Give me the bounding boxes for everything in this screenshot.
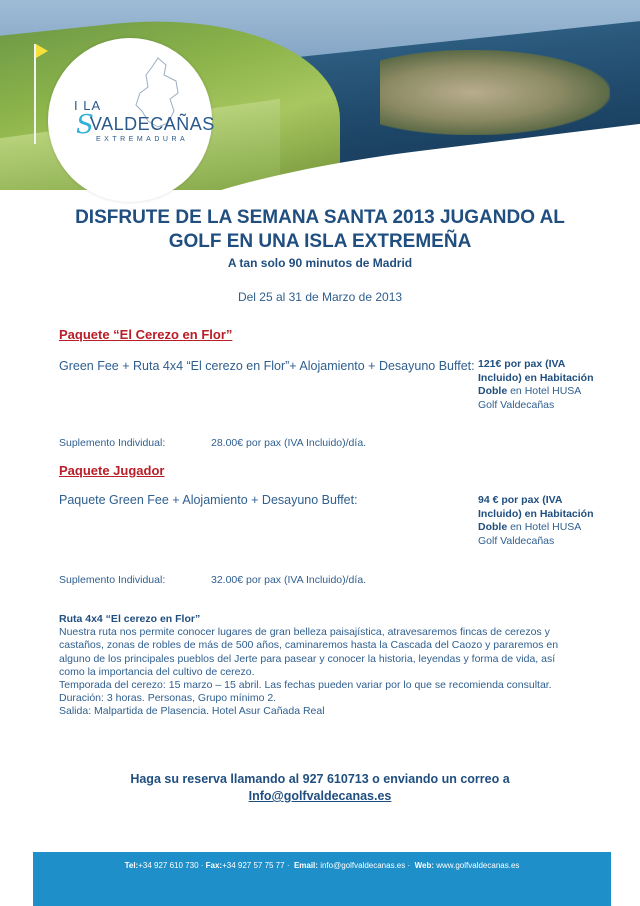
footer-contact: Tel:+34 927 610 730 · Fax:+34 927 57 75 77 · Email: info@golfvaldecanas.es · Web: www.golfvaldecanas.es xyxy=(124,861,520,870)
logo-isla-text: I LA xyxy=(74,98,102,113)
package-price-cerezo xyxy=(478,358,598,412)
reserve-text: Haga su reserva llamando al 927 610713 o enviando un correo a xyxy=(130,772,510,786)
golf-flag-icon xyxy=(36,44,48,58)
logo-subtitle: EXTREMADURA xyxy=(96,136,189,143)
ruta-duration: Duración: 3 horas. Personas, Grupo mínimo 2. xyxy=(59,692,277,705)
ruta-title: Ruta 4x4 “El cerezo en Flor” xyxy=(59,613,201,625)
supplement-label: Suplemento Individual: xyxy=(59,574,166,586)
fax-label: Fax: xyxy=(205,861,223,870)
footer-bar xyxy=(33,852,611,906)
logo-main-text: VALDECAÑAS xyxy=(90,114,215,134)
email-label: Email: xyxy=(293,861,318,870)
logo-s-mark: S xyxy=(76,110,94,140)
ruta-season: Temporada del cerezo: 15 marzo – 15 abril. Las fechas pueden variar por lo que se recomienda consultar. xyxy=(59,679,552,692)
package-title-jugador: Paquete Jugador xyxy=(59,463,165,478)
tel-label: Tel: xyxy=(124,861,139,870)
price-hotel: en Hotel HUSA Golf Valdecañas xyxy=(478,521,581,547)
supplement-label: Suplemento Individual: xyxy=(59,437,166,449)
banner-island-aerial xyxy=(380,50,610,135)
ruta-section xyxy=(59,613,579,719)
footer-email-link[interactable]: info@golfvaldecanas.es xyxy=(320,861,406,870)
ruta-body: Nuestra ruta nos permite conocer lugares de gran belleza paisajística, atravesaremos fincas de cerezos y castaños, zonas de robles de más de 500 años, caminaremos hasta la Cascada del Caozo y pararemos en alguno de los principales pueblos del Jerte para pasear y conocer la historia, leyendas y forma de vida, así como la importancia del cultivo de cerezo. xyxy=(59,626,559,678)
ruta-departure: Salida: Malpartida de Plasencia. Hotel Asur Cañada Real xyxy=(59,705,325,718)
supplement-value: 32.00€ por pax (IVA Incluido)/día. xyxy=(211,574,367,586)
flag-pole xyxy=(34,44,36,144)
tel-value: +34 927 610 730 xyxy=(138,861,199,870)
price-hotel: en Hotel HUSA Golf Valdecañas xyxy=(478,385,581,411)
package-description-jugador: Paquete Green Fee + Alojamiento + Desayuno Buffet: xyxy=(59,493,358,507)
footer-web-link[interactable]: www.golfvaldecanas.es xyxy=(436,861,520,870)
headline-line-1: DISFRUTE DE LA SEMANA SANTA 2013 JUGANDO AL xyxy=(75,207,565,228)
supplement-value: 28.00€ por pax (IVA Incluido)/día. xyxy=(211,437,367,449)
package-title-cerezo: Paquete “El Cerezo en Flor” xyxy=(59,327,233,342)
fax-value: +34 927 57 75 77 xyxy=(222,861,285,870)
reserve-email-link[interactable]: Info@golfvaldecanas.es xyxy=(248,789,392,803)
logo xyxy=(48,38,215,202)
price-bold: 121€ por pax (IVA Incluido) en Habitación Doble xyxy=(478,358,594,397)
headline-subtitle: A tan solo 90 minutos de Madrid xyxy=(227,256,413,270)
package-price-jugador xyxy=(478,494,598,548)
headline-line-2: GOLF EN UNA ISLA EXTREMEÑA xyxy=(168,231,472,252)
web-label: Web: xyxy=(414,861,434,870)
event-dates: Del 25 al 31 de Marzo de 2013 xyxy=(237,290,403,304)
price-bold: 94 € por pax (IVA Incluido) en Habitación Doble xyxy=(478,494,594,533)
package-description-cerezo: Green Fee + Ruta 4x4 “El cerezo en Flor”+ Alojamiento + Desayuno Buffet: xyxy=(59,359,475,373)
